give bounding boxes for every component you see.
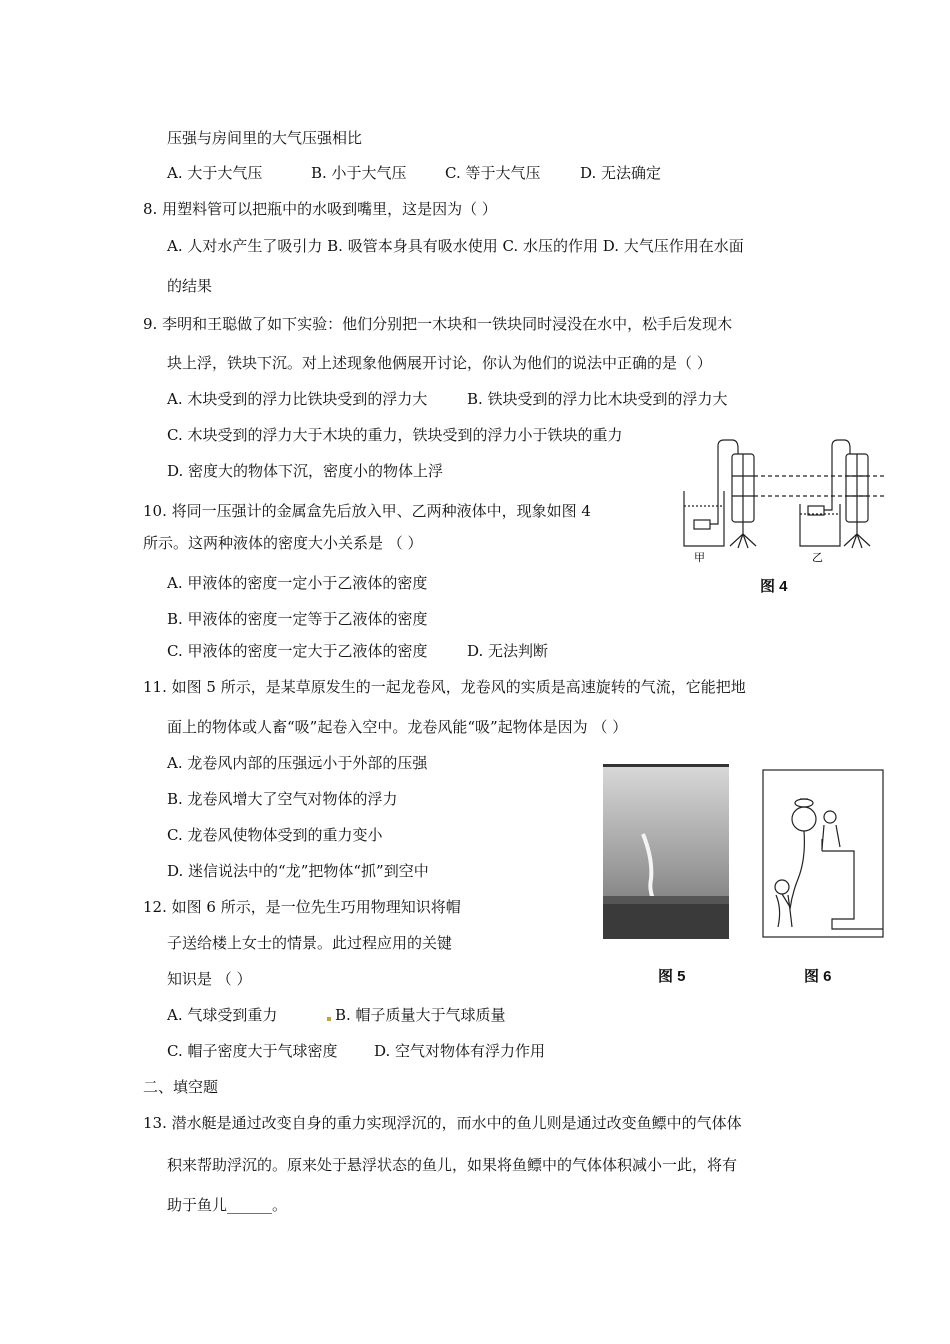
q13-stem-cont: 积来帮助浮沉的。原来处于悬浮状态的鱼儿，如果将鱼鳔中的气体体积减小一此，将有: [167, 1156, 738, 1174]
q12-stem-cont: 子送给楼上女士的情景。此过程应用的关键: [167, 934, 453, 952]
q8-options-cont: 的结果: [167, 277, 213, 295]
figure-5-tornado-photo: [603, 764, 729, 939]
stray-mark: [327, 1017, 331, 1021]
figure-4-manometer-diagram: [680, 436, 890, 566]
q8-stem: 8. 用塑料管可以把瓶中的水吸到嘴里，这是因为（ ）: [143, 200, 497, 218]
q12-stem-cont2: 知识是 （ ）: [167, 970, 252, 988]
figure-6-balloon-hat-cartoon: [762, 769, 884, 939]
q11-option-c: C. 龙卷风使物体受到的重力变小: [167, 826, 383, 844]
figure-4-label-jia: 甲: [694, 551, 705, 564]
figure-6-caption: 图 6: [804, 968, 832, 985]
q12-option-a: A. 气球受到重力: [167, 1006, 278, 1024]
q8-options: A. 人对水产生了吸引力 B. 吸管本身具有吸水使用 C. 水压的作用 D. 大气压作用在水面: [167, 237, 744, 255]
q10-option-a: A. 甲液体的密度一定小于乙液体的密度: [167, 574, 428, 592]
q12-option-d: D. 空气对物体有浮力作用: [374, 1042, 546, 1060]
q7-option-c: C. 等于大气压: [445, 164, 541, 182]
q11-stem-cont: 面上的物体或人畜“吸”起卷入空中。龙卷风能“吸”起物体是因为 （ ）: [167, 718, 628, 736]
q9-stem: 9. 李明和王聪做了如下实验：他们分别把一木块和一铁块同时浸没在水中，松手后发现木: [143, 315, 733, 333]
q9-option-b: B. 铁块受到的浮力比木块受到的浮力大: [467, 390, 728, 408]
q12-option-c: C. 帽子密度大于气球密度: [167, 1042, 338, 1060]
figure-5-caption: 图 5: [658, 968, 686, 985]
q12-option-b: B. 帽子质量大于气球质量: [335, 1006, 506, 1024]
q10-option-b: B. 甲液体的密度一定等于乙液体的密度: [167, 610, 428, 628]
q10-stem-cont: 所示。这两种液体的密度大小关系是 （ ）: [143, 534, 423, 552]
q9-option-d: D. 密度大的物体下沉，密度小的物体上浮: [167, 462, 444, 480]
q9-stem-cont: 块上浮，铁块下沉。对上述现象他俩展开讨论，你认为他们的说法中正确的是（ ）: [167, 354, 712, 372]
q10-option-c: C. 甲液体的密度一定大于乙液体的密度: [167, 642, 428, 660]
figure-4-label-yi: 乙: [812, 551, 823, 564]
q9-option-c: C. 木块受到的浮力大于木块的重力，铁块受到的浮力小于铁块的重力: [167, 426, 623, 444]
q13-stem-cont2: 助于鱼儿______。: [167, 1196, 288, 1214]
q11-option-a: A. 龙卷风内部的压强远小于外部的压强: [167, 754, 428, 772]
section-fill-in-heading: 二、填空题: [143, 1078, 219, 1096]
q7-option-d: D. 无法确定: [580, 164, 662, 182]
q13-stem: 13. 潜水艇是通过改变自身的重力实现浮沉的，而水中的鱼儿则是通过改变鱼鳔中的气体体: [143, 1114, 742, 1132]
q11-stem: 11. 如图 5 所示，是某草原发生的一起龙卷风，龙卷风的实质是高速旋转的气流，它能把地: [143, 678, 746, 696]
q7-option-a: A. 大于大气压: [167, 164, 263, 182]
q10-stem: 10. 将同一压强计的金属盒先后放入甲、乙两种液体中，现象如图 4: [143, 502, 591, 520]
figure-4-caption: 图 4: [760, 578, 788, 595]
q10-option-d: D. 无法判断: [467, 642, 549, 660]
q11-option-d: D. 迷信说法中的“龙”把物体“抓”到空中: [167, 862, 429, 880]
q7-option-b: B. 小于大气压: [311, 164, 407, 182]
q9-option-a: A. 木块受到的浮力比铁块受到的浮力大: [167, 390, 428, 408]
q12-stem: 12. 如图 6 所示，是一位先生巧用物理知识将帽: [143, 898, 461, 916]
q11-option-b: B. 龙卷风增大了空气对物体的浮力: [167, 790, 398, 808]
q7-continuation: 压强与房间里的大气压强相比: [167, 129, 363, 147]
